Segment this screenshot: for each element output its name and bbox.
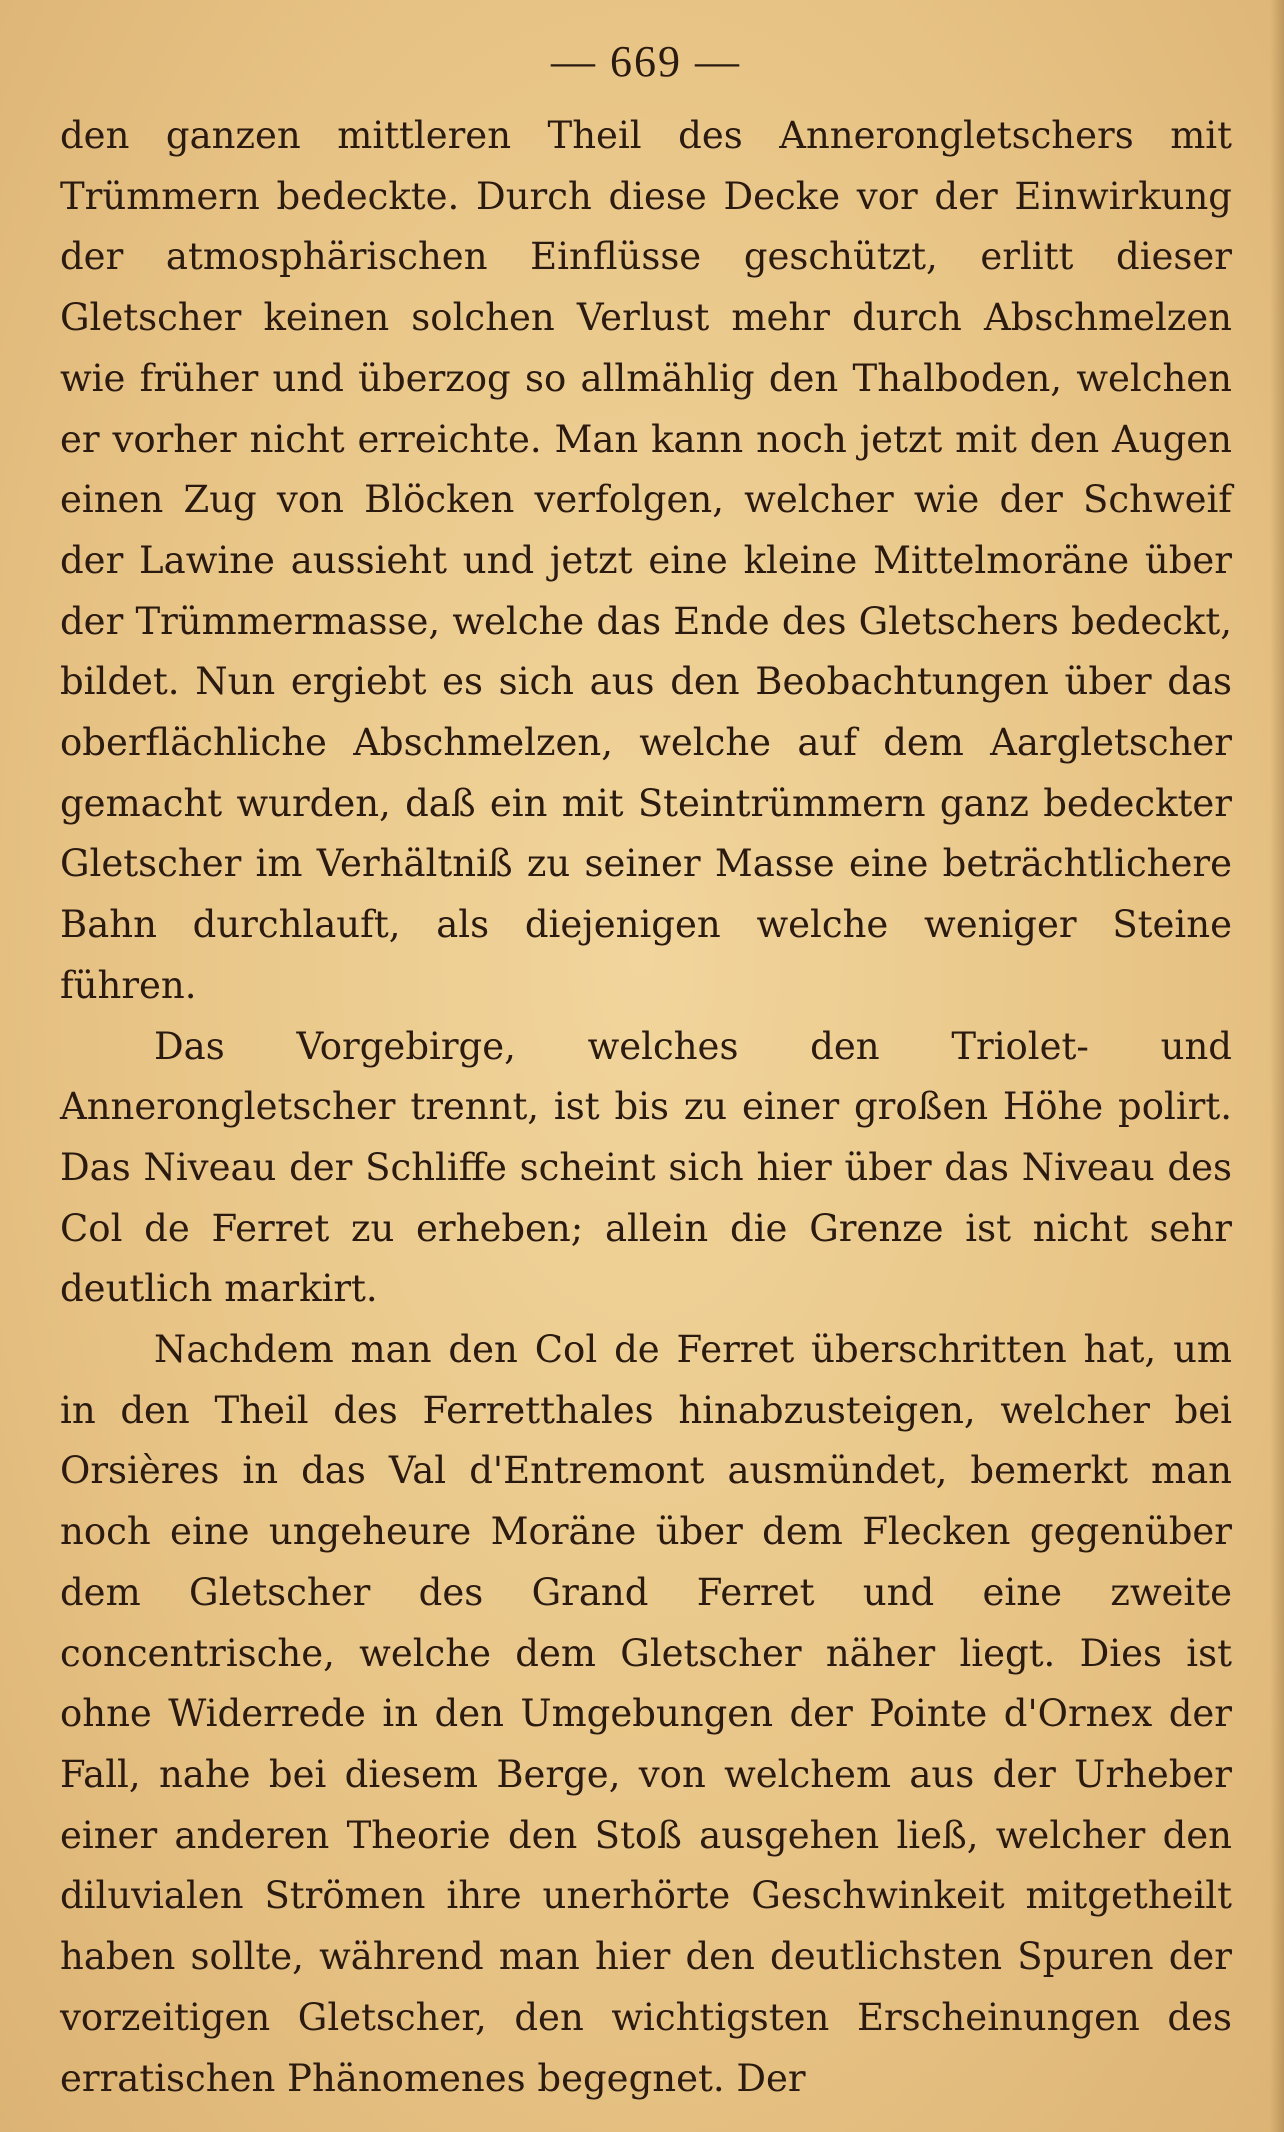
page-number: — 669 — — [551, 37, 741, 86]
paragraph-3: Nachdem man den Col de Ferret überschritten hat, um in den Theil des Ferretthales hinabzusteigen, welcher bei Orsières in das Val d'Entremont ausmündet, bemerkt man noch eine ungeheure Moräne über dem Flecken gegenüber dem Gletscher des Grand Ferret und eine zweite concentrische, welche dem Gletscher näher liegt. Dies ist ohne Widerrede in den Umgebungen der Pointe d'Ornex der Fall, nahe bei diesem Berge, von welchem aus der Urheber einer anderen Theorie den Stoß ausgehen ließ, welcher den diluvialen Strömen ihre unerhörte Geschwinkeit mitgetheilt haben sollte, während man hier den deutlichsten Spuren der vorzeitigen Gletscher, den wichtigsten Erscheinungen des erratischen Phänomenes begegnet. Der — [60, 1328, 1232, 2100]
body-text — [60, 106, 1232, 2109]
paragraph-2: Das Vorgebirge, welches den Triolet- und Annerongletscher trennt, ist bis zu einer großen Höhe polirt. Das Niveau der Schliffe scheint sich hier über das Niveau des Col de Ferret zu erheben; allein die Grenze ist nicht sehr deutlich markirt. — [60, 1024, 1232, 1311]
paragraph-1: den ganzen mittleren Theil des Annerongletschers mit Trümmern bedeckte. Durch diese Decke vor der Einwirkung der atmosphärischen Einflüsse geschützt, erlitt dieser Gletscher keinen solchen Verlust mehr durch Abschmelzen wie früher und überzog so allmählig den Thalboden, welchen er vorher nicht erreichte. Man kann noch jetzt mit den Augen einen Zug von Blöcken verfolgen, welcher wie der Schweif der Lawine aussieht und jetzt eine kleine Mittelmoräne über der Trümmermasse, welche das Ende des Gletschers bedeckt, bildet. Nun ergiebt es sich aus den Beobachtungen über das oberflächliche Abschmelzen, welche auf dem Aargletscher gemacht wurden, daß ein mit Steintrümmern ganz bedeckter Gletscher im Verhältniß zu seiner Masse eine beträchtlichere Bahn durchlauft, als diejenigen welche weniger Steine führen. — [60, 114, 1232, 1007]
page-edge-shadow — [1270, 0, 1284, 2132]
